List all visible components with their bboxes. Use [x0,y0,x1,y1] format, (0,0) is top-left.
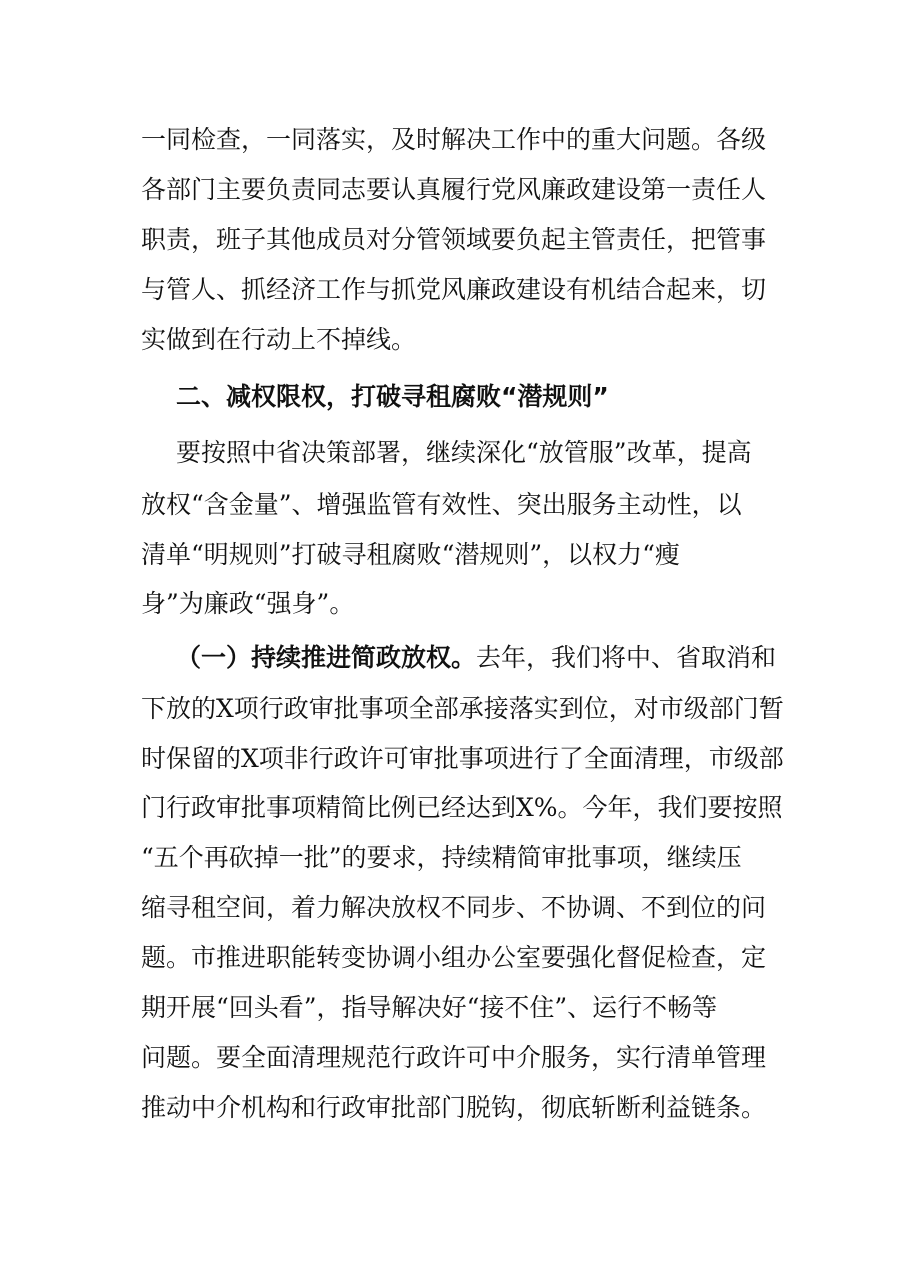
paragraph-line: 缩寻租空间，着力解决放权不同步、不协调、不到位的问 [141,893,767,922]
paragraph-line: 推动中介机构和行政审批部门脱钩，彻底斩断利益链条。 [141,1093,767,1122]
paragraph-line: 时保留的X项非行政许可审批事项进行了全面清理，市级部 [141,744,784,773]
paragraph-line: 清单“明规则”打破寻租腐败“潜规则”，以权力“瘦 [141,540,680,569]
paragraph-line: 门行政审批事项精简比例已经达到X%。今年，我们要按照 [141,793,783,822]
paragraph-line: 各部门主要负责同志要认真履行党风廉政建设第一责任人 [141,175,767,204]
section-heading: 二、减权限权，打破寻租腐败“潜规则” [176,382,609,411]
paragraph-line: 放权“含金量”、增强监管有效性、突出服务主动性，以 [141,490,742,519]
paragraph-line: “五个再砍掉一批”的要求，持续精简审批事项，继续压 [141,843,742,872]
paragraph-line: 题。市推进职能转变协调小组办公室要强化督促检查，定 [141,943,767,972]
subsection-first-line-text: 去年，我们将中、省取消和 [476,643,777,672]
subsection-first-line [176,636,776,680]
paragraph-line: 期开展“回头看”，指导解决好“接不住”、运行不畅等 [141,993,718,1022]
paragraph-line: 下放的X项行政审批事项全部承接落实到位，对市级部门暂 [141,694,784,723]
paragraph-line: 要按照中省决策部署，继续深化“放管服”改革，提高 [176,438,752,467]
paragraph-line: 一同检查，一同落实，及时解决工作中的重大问题。各级 [141,125,767,154]
paragraph-line: 实做到在行动上不掉线。 [141,325,417,354]
paragraph-line: 与管人、抓经济工作与抓党风廉政建设有机结合起来，切 [141,275,767,304]
paragraph-line: 问题。要全面清理规范行政许可中介服务，实行清单管理 [141,1043,767,1072]
subsection-heading: （一）持续推进简政放权。 [176,643,477,672]
paragraph-line: 身”为廉政“强身”。 [141,589,355,618]
paragraph-line: 职责，班子其他成员对分管领域要负起主管责任，把管事 [141,225,767,254]
